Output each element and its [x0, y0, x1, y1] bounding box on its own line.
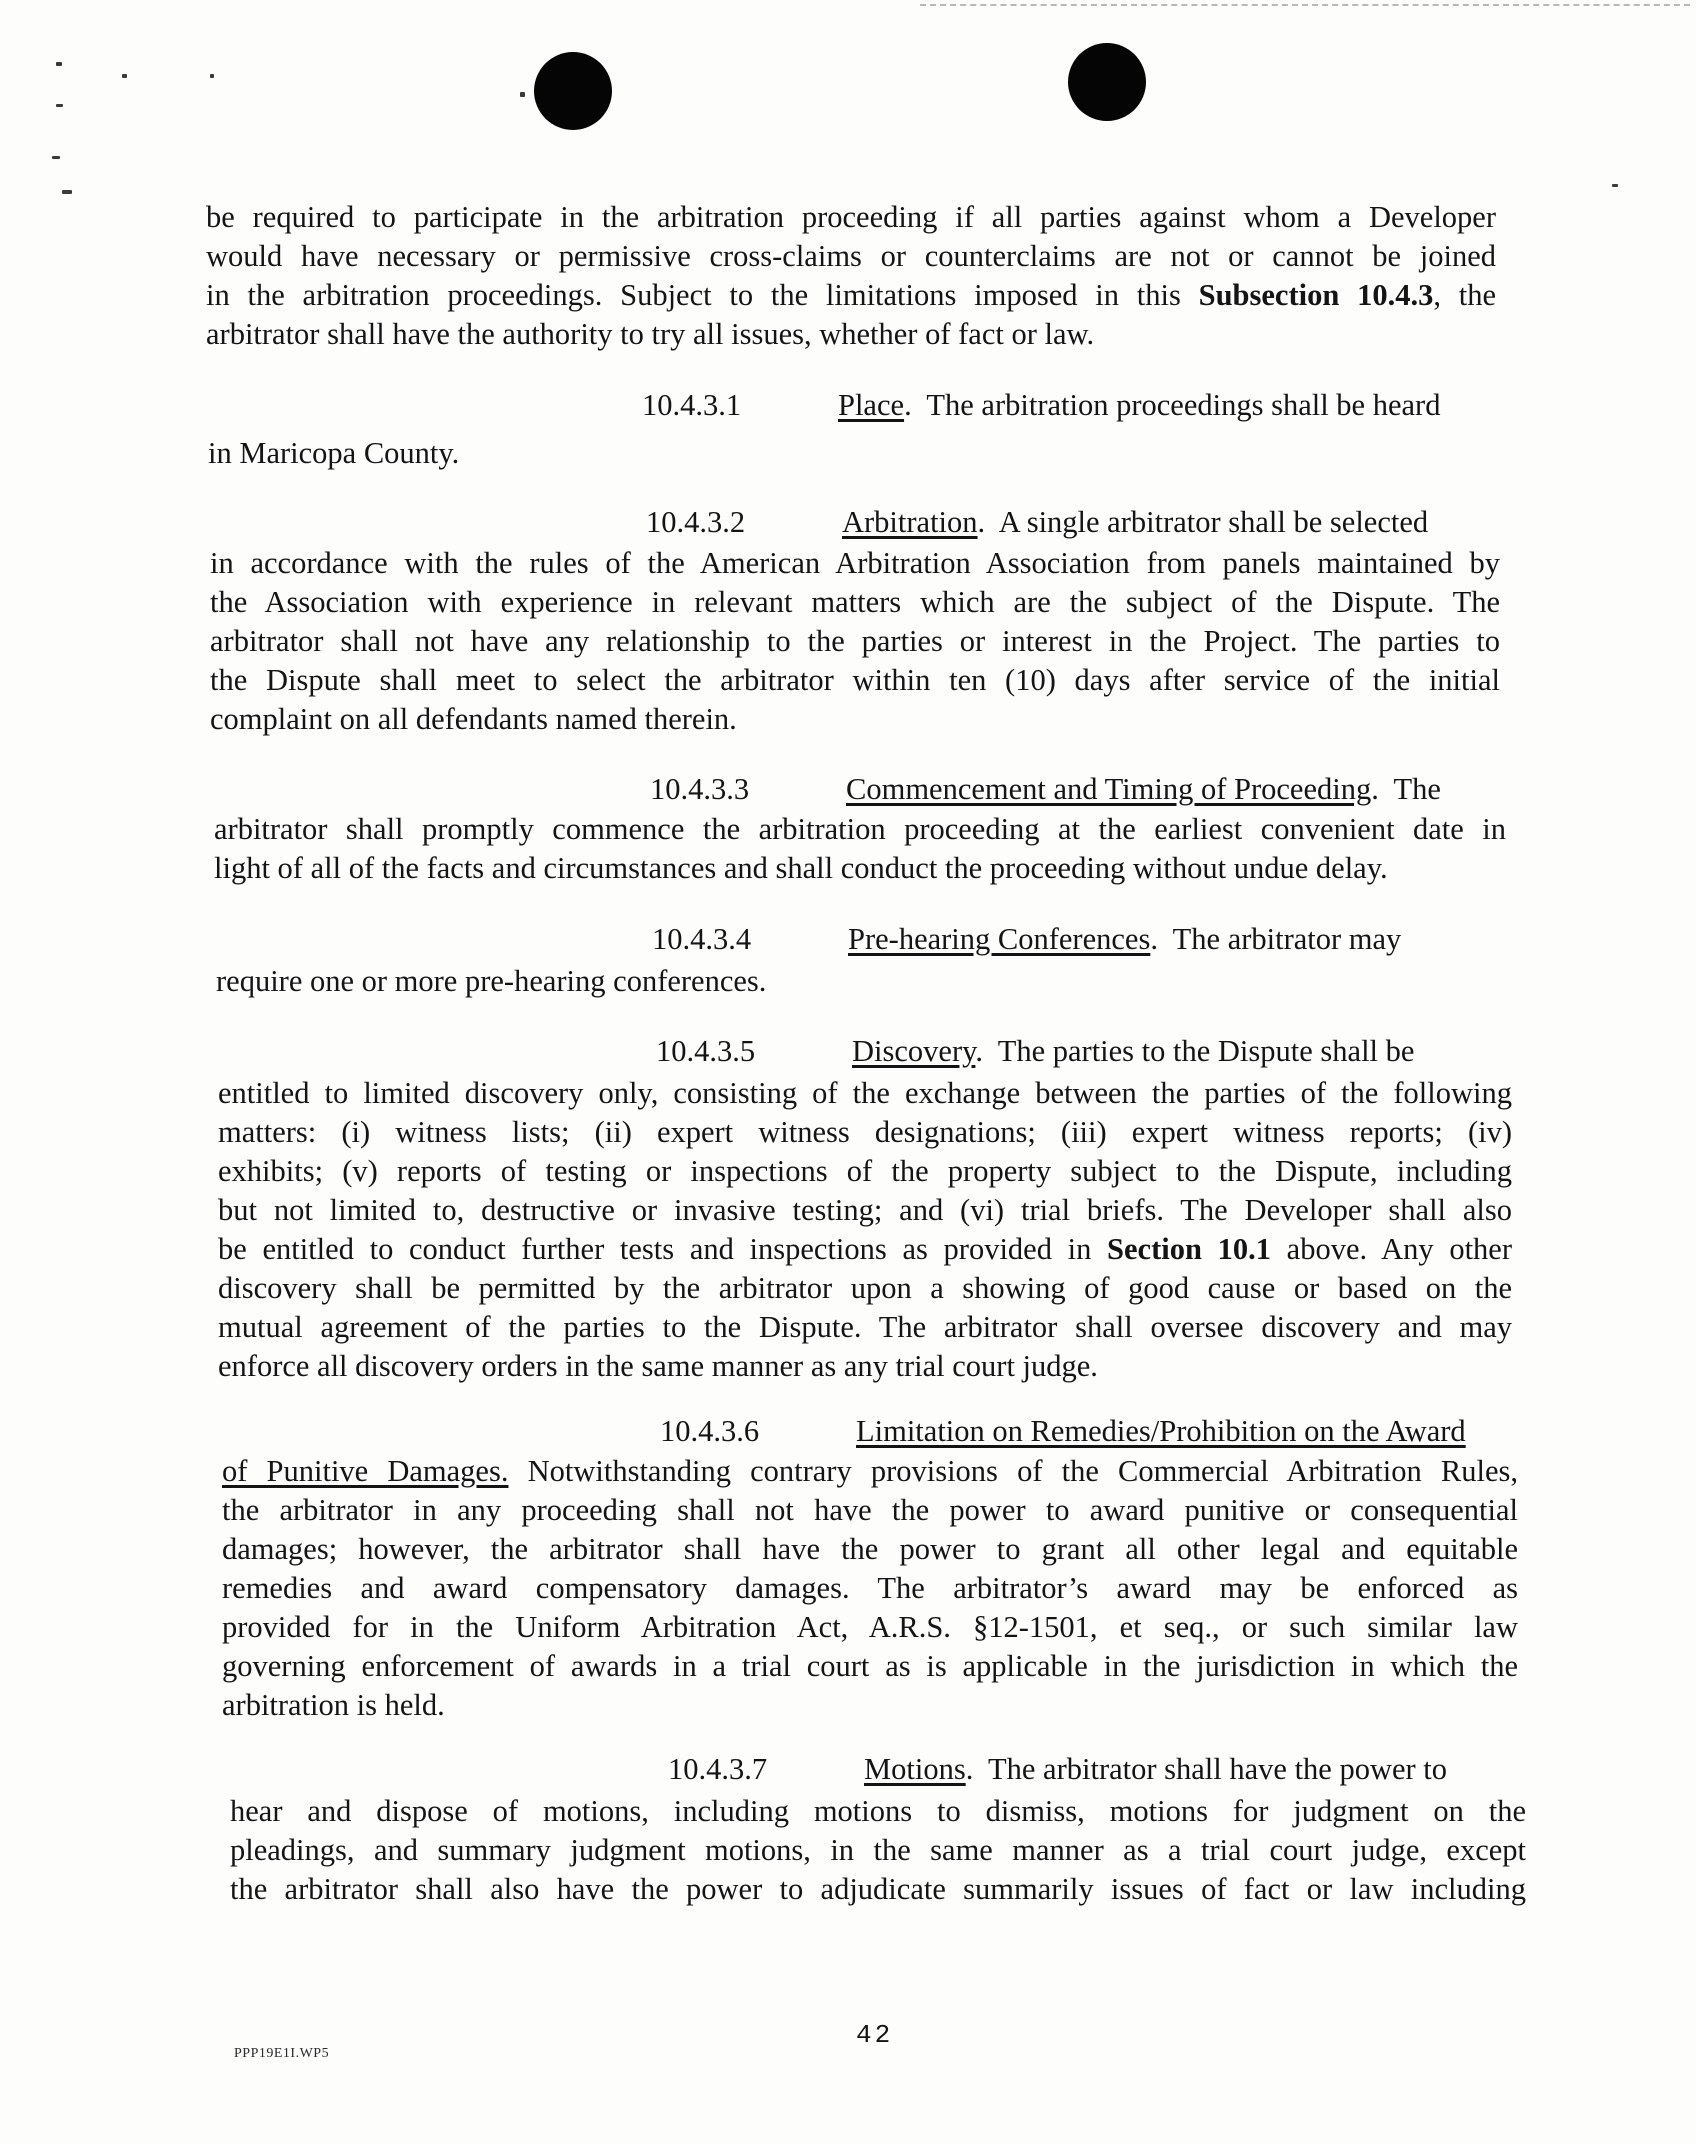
paragraph-line: entitled to limited discovery only, consisting of the exchange between the parties of the following: [218, 1076, 1512, 1110]
section-body-10-4-3-5: [218, 1074, 1512, 1386]
section-heading-10-4-3-7: 10.4.3.7 Motions. The arbitrator shall have the power to: [668, 1750, 1524, 1789]
paragraph-line: arbitration is held.: [222, 1688, 445, 1722]
paragraph-line: of Punitive Damages. Notwithstanding contrary provisions of the Commercial Arbitration Rules,: [222, 1454, 1518, 1488]
section-number: 10.4.3.1: [642, 388, 742, 422]
section-title: Discovery: [852, 1034, 976, 1068]
scan-speck: [52, 156, 60, 159]
section-title: Pre-hearing Conferences: [848, 922, 1151, 956]
paragraph-line: arbitrator shall not have any relationship to the parties or interest in the Project. The parties to: [210, 624, 1500, 658]
section-reference: Subsection 10.4.3: [1198, 278, 1434, 312]
section-heading-10-4-3-5: 10.4.3.5 Discovery. The parties to the Dispute shall be: [656, 1032, 1512, 1071]
paragraph-line: mutual agreement of the parties to the Dispute. The arbitrator shall oversee discovery and may: [218, 1310, 1512, 1344]
section-title: Limitation on Remedies/Prohibition on the Award: [856, 1414, 1466, 1448]
section-body-10-4-3-2: [210, 544, 1500, 739]
paragraph-line: but not limited to, destructive or invasive testing; and (vi) trial briefs. The Developer shall also: [218, 1193, 1512, 1227]
section-lead-text: The: [1393, 772, 1441, 806]
section-title: Place: [838, 388, 905, 422]
paragraph-line: would have necessary or permissive cross-claims or counterclaims are not or cannot be joined: [206, 239, 1496, 273]
section-body-10-4-3-1: [208, 434, 1498, 473]
continuation-paragraph: [206, 198, 1496, 354]
scan-speck: [122, 74, 127, 78]
punch-hole-left: [534, 52, 612, 130]
paragraph-line: the Dispute shall meet to select the arbitrator within ten (10) days after service of the initial: [210, 663, 1500, 697]
paragraph-line: be required to participate in the arbitration proceeding if all parties against whom a Developer: [206, 200, 1496, 234]
scan-speck: [210, 74, 214, 78]
section-lead-text: A single arbitrator shall be selected: [998, 505, 1429, 539]
section-heading-10-4-3-4: 10.4.3.4 Pre-hearing Conferences. The arbitrator may: [652, 920, 1508, 959]
section-title: Motions: [864, 1752, 966, 1786]
paragraph-line: in accordance with the rules of the American Arbitration Association from panels maintained by: [210, 546, 1500, 580]
section-heading-10-4-3-1: 10.4.3.1 Place. The arbitration proceedings shall be heard: [642, 386, 1500, 425]
scan-speck: [520, 92, 525, 97]
scan-speck: [1612, 184, 1618, 187]
section-heading-10-4-3-6: [660, 1412, 1516, 1451]
section-lead-text: The arbitration proceedings shall be heard: [926, 388, 1441, 422]
paragraph-line: in Maricopa County.: [208, 436, 460, 470]
section-body-10-4-3-4: [216, 962, 1508, 1001]
paragraph-line: discovery shall be permitted by the arbitrator upon a showing of good cause or based on the: [218, 1271, 1512, 1305]
section-number: 10.4.3.7: [668, 1752, 768, 1786]
paragraph-line: require one or more pre-hearing conferences.: [216, 964, 767, 998]
paragraph-line: the Association with experience in relevant matters which are the subject of the Dispute. The: [210, 585, 1500, 619]
section-body-10-4-3-7: [230, 1792, 1526, 1909]
section-reference: Section 10.1: [1107, 1232, 1271, 1266]
section-number: 10.4.3.3: [650, 772, 750, 806]
section-number: 10.4.3.4: [652, 922, 752, 956]
section-lead-text: The arbitrator may: [1172, 922, 1402, 956]
paragraph-line: be entitled to conduct further tests and inspections as provided in Section 10.1 above. Any other: [218, 1232, 1512, 1266]
section-title-continued: of Punitive Damages.: [222, 1454, 509, 1488]
paragraph-line: arbitrator shall promptly commence the arbitration proceeding at the earliest convenient date in: [214, 812, 1506, 846]
section-title: Arbitration: [842, 505, 978, 539]
scan-speck: [56, 62, 62, 66]
paragraph-line: governing enforcement of awards in a trial court as is applicable in the jurisdiction in which the: [222, 1649, 1518, 1683]
section-title: Commencement and Timing of Proceeding: [846, 772, 1372, 806]
paragraph-line: pleadings, and summary judgment motions, in the same manner as a trial court judge, except: [230, 1833, 1526, 1867]
section-number: 10.4.3.2: [646, 505, 746, 539]
scan-speck: [62, 190, 72, 194]
scan-speck: [56, 104, 63, 107]
section-heading-10-4-3-3: 10.4.3.3 Commencement and Timing of Proceeding. The: [650, 770, 1506, 809]
paragraph-line: the arbitrator in any proceeding shall not have the power to award punitive or consequential: [222, 1493, 1518, 1527]
paragraph-line: in the arbitration proceedings. Subject to the limitations imposed in this Subsection 10.4.3, the: [206, 278, 1496, 312]
section-lead-text: The arbitrator shall have the power to: [988, 1752, 1448, 1786]
section-number: 10.4.3.5: [656, 1034, 756, 1068]
paragraph-line: enforce all discovery orders in the same manner as any trial court judge.: [218, 1349, 1098, 1383]
section-body-10-4-3-6: [222, 1452, 1518, 1725]
paragraph-line: provided for in the Uniform Arbitration Act, A.R.S. §12-1501, et seq., or such similar law: [222, 1610, 1518, 1644]
section-lead-text: The parties to the Dispute shall be: [997, 1034, 1415, 1068]
file-identifier: PPP19E1I.WP5: [234, 2046, 330, 2061]
paragraph-line: damages; however, the arbitrator shall have the power to grant all other legal and equitable: [222, 1532, 1518, 1566]
punch-hole-right: [1068, 43, 1146, 121]
paragraph-line: light of all of the facts and circumstances and shall conduct the proceeding without undue delay.: [214, 851, 1388, 885]
paragraph-line: exhibits; (v) reports of testing or inspections of the property subject to the Dispute, including: [218, 1154, 1512, 1188]
paragraph-line: hear and dispose of motions, including motions to dismiss, motions for judgment on the: [230, 1794, 1526, 1828]
paragraph-line: matters: (i) witness lists; (ii) expert witness designations; (iii) expert witness reports; (iv): [218, 1115, 1512, 1149]
section-number: 10.4.3.6: [660, 1414, 760, 1448]
page-number: 42: [856, 2020, 894, 2050]
section-body-10-4-3-3: [214, 810, 1506, 888]
paragraph-line: arbitrator shall have the authority to try all issues, whether of fact or law.: [206, 317, 1095, 351]
section-heading-10-4-3-2: 10.4.3.2 Arbitration. A single arbitrator shall be selected: [646, 503, 1500, 542]
paragraph-line: complaint on all defendants named therein.: [210, 702, 737, 736]
paragraph-line: remedies and award compensatory damages. The arbitrator’s award may be enforced as: [222, 1571, 1518, 1605]
scan-edge-artifact: [920, 4, 1690, 6]
paragraph-line: the arbitrator shall also have the power to adjudicate summarily issues of fact or law including: [230, 1872, 1526, 1906]
